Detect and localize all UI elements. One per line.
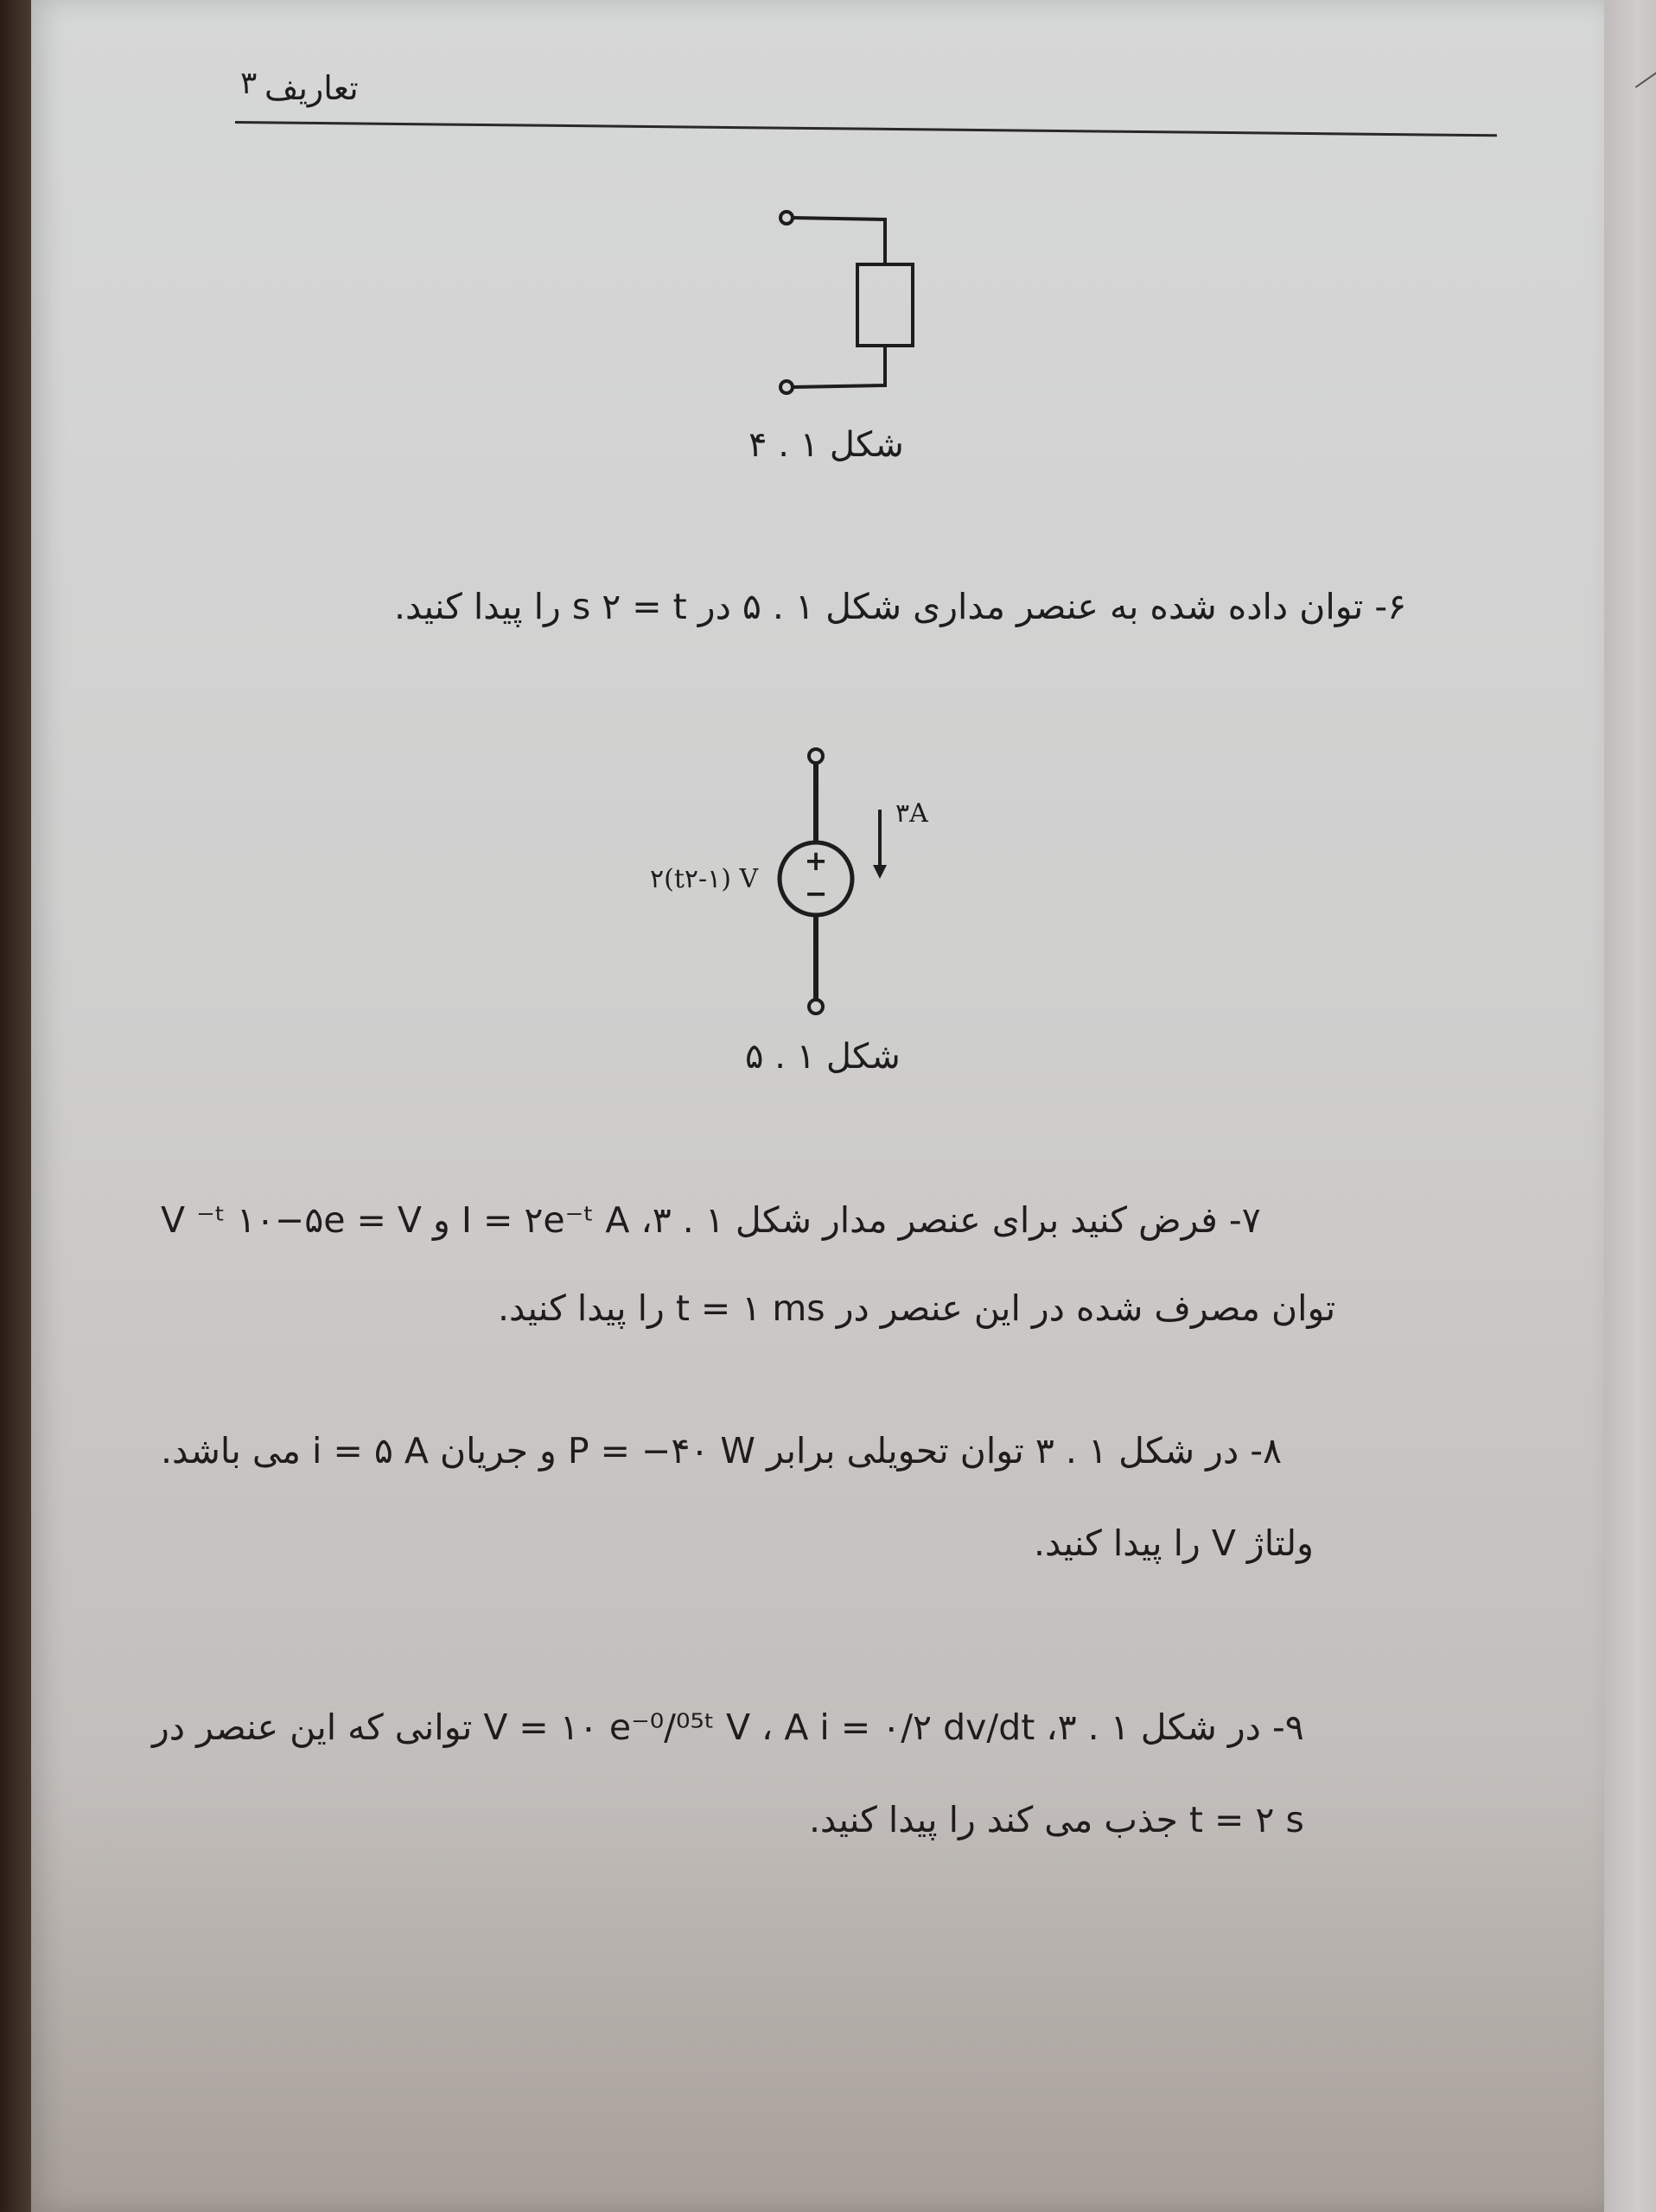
edge-mark [1635,52,1656,88]
problem-8-line-1 [161,1430,1282,1471]
source-label: ۲(t۲-۱) V [650,864,759,894]
header-rule [235,121,1497,137]
problem-7-line-1 [161,1199,1261,1241]
book-page [31,0,1604,2212]
current-label: ۳A [895,798,928,829]
element-box [857,264,913,346]
page-number: ۳ [240,66,258,101]
problem-7-text-1: ۷- فرض کنید برای عنصر مدار شکل ۱ . ۳، I = ۲e⁻ᵗ A و V ⁻ᵗ ۱۰−۵e = V [161,1199,1261,1241]
bottom-terminal [780,381,793,393]
problem-9-line-1 [152,1707,1304,1748]
top-terminal [780,212,793,224]
problem-8-text-1: ۸- در شکل ۱ . ۳ توان تحویلی برابر P = −۴۰ W و جریان i = ۵ A می باشد. [161,1430,1283,1471]
problem-8-line-2 [1034,1522,1314,1564]
problem-8-text-2: ولتاژ V را پیدا کنید. [1034,1522,1314,1564]
minus-sign: − [804,877,828,910]
current-arrow-head [873,865,887,879]
top-terminal [809,749,823,763]
bottom-terminal [809,1000,823,1014]
next-page-edge [1604,0,1656,2212]
problem-7-text-2: توان مصرف شده در این عنصر در t = ۱ ms را پیدا کنید. [498,1287,1336,1329]
running-title: تعاریف [264,69,359,107]
problem-9-text-2: t = ۲ s جذب می کند را پیدا کنید. [809,1799,1304,1840]
figure-4-circuit [740,199,965,406]
figure-4-caption: شکل ۱ . ۴ [748,425,904,465]
problem-6-text: ۶- توان داده شده به عنصر مداری شکل ۱ . ۵ در s ۲ = t را پیدا کنید. [394,586,1407,627]
figure-5-caption: شکل ۱ . ۵ [745,1037,901,1077]
problem-9-line-2 [809,1799,1304,1840]
figure-5-circuit [774,739,982,1024]
problem-9-text-1: ۹- در شکل ۱ . ۳، V = ۱۰ e⁻⁰/⁰⁵ᵗ V ، A i = ۰/۲ dv/dt توانی که این عنصر در [152,1707,1304,1748]
problem-7-line-2 [498,1287,1335,1329]
top-wire [793,218,885,264]
plus-sign: + [804,844,828,877]
bottom-wire [793,346,885,387]
problem-6 [394,586,1406,627]
